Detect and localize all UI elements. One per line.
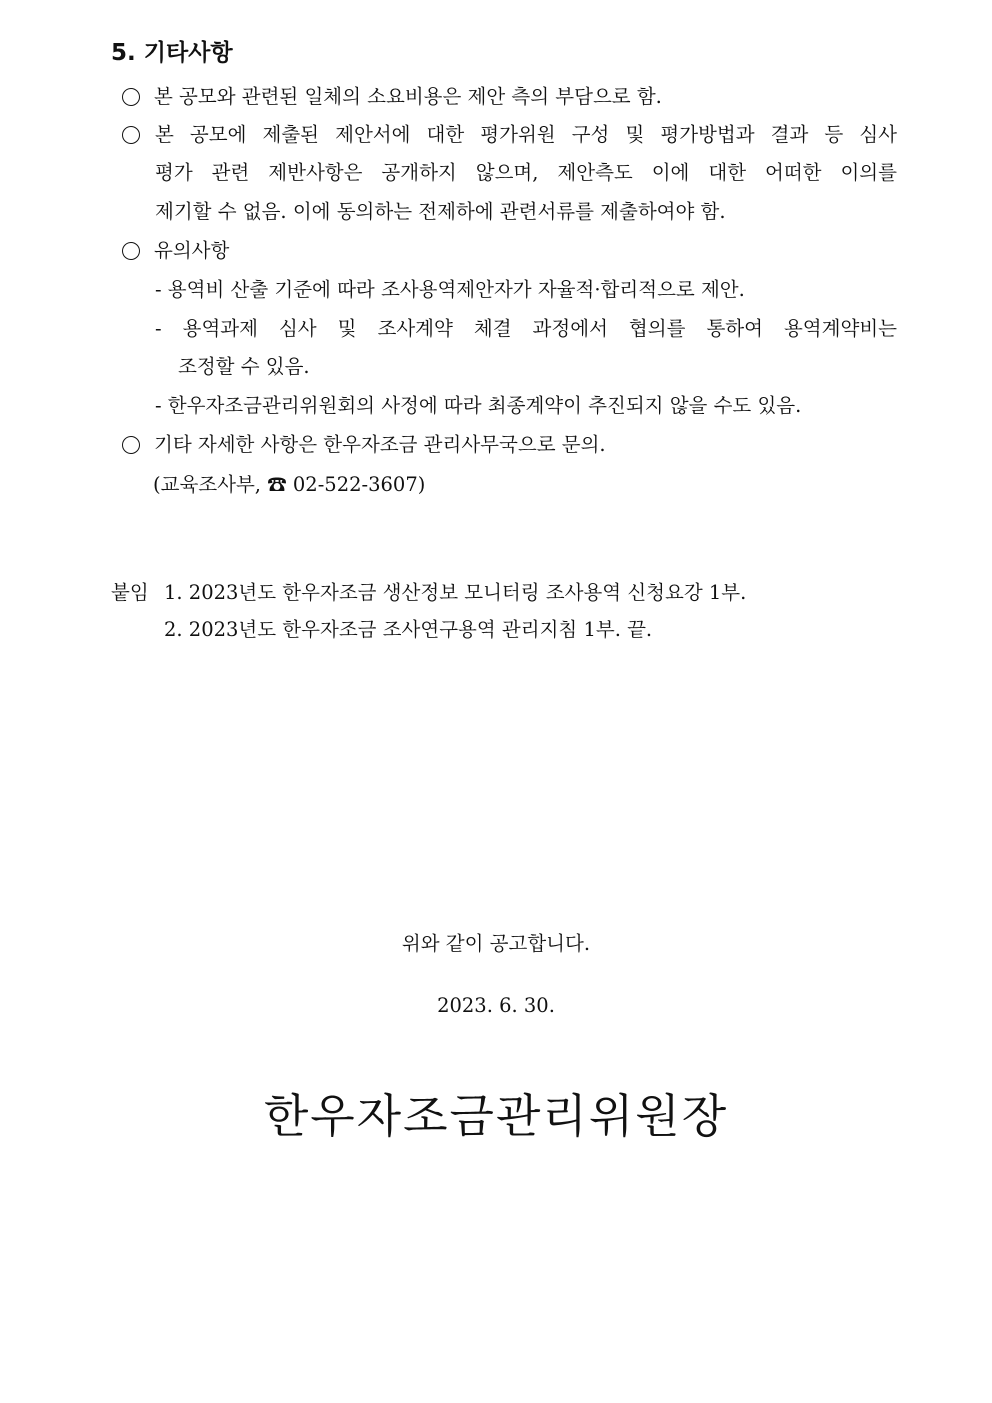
closing-statement: 위와 같이 공고합니다.: [401, 932, 591, 955]
notice-item-4-text: 기타 자세한 사항은 한우자조금 관리사무국으로 문의.: [154, 433, 606, 456]
circle-bullet-icon: [122, 242, 140, 260]
notice-item-3: [122, 238, 229, 264]
notice-item-2-line-2: 평가 관련 제반사항은 공개하지 않으며, 제안측도 이에 대한 어떠한 이의를: [155, 161, 897, 184]
circle-bullet-icon: [122, 88, 140, 106]
attachment-item-1: 1. 2023년도 한우자조금 생산정보 모니터링 조사용역 신청요강 1부.: [164, 581, 747, 604]
sub-item-1: - 용역비 산출 기준에 따라 조사용역제안자가 자율적·합리적으로 제안.: [155, 278, 745, 301]
contact-info: (교육조사부, ☎ 02-522-3607): [153, 473, 426, 496]
signer-title: 한우자조금관리위원장: [263, 1089, 729, 1143]
notice-item-4: [122, 432, 606, 458]
attachment-item-2: 2. 2023년도 한우자조금 조사연구용역 관리지침 1부. 끝.: [164, 618, 653, 641]
circle-bullet-icon: [122, 126, 140, 144]
notice-item-2-line-3: 제기할 수 없음. 이에 동의하는 전제하에 관련서류를 제출하여야 함.: [155, 200, 726, 223]
notice-item-1-text: 본 공모와 관련된 일체의 소요비용은 제안 측의 부담으로 함.: [154, 85, 662, 108]
sub-item-2-line-2: 조정할 수 있음.: [178, 355, 310, 378]
notice-item-2: [122, 122, 140, 148]
announcement-date: 2023. 6. 30.: [437, 994, 555, 1017]
notice-item-1: [122, 84, 662, 110]
circle-bullet-icon: [122, 436, 140, 454]
notice-item-3-text: 유의사항: [154, 239, 230, 262]
sub-item-3: - 한우자조금관리위원회의 사정에 따라 최종계약이 추진되지 않을 수도 있음.: [155, 394, 802, 417]
sub-item-2-line-1: - 용역과제 심사 및 조사계약 체결 과정에서 협의를 통하여 용역계약비는: [155, 317, 897, 340]
notice-item-2-line-1: 본 공모에 제출된 제안서에 대한 평가위원 구성 및 평가방법과 결과 등 심사: [155, 123, 897, 146]
section-title: 5. 기타사항: [111, 40, 233, 66]
attachment-label: 붙임: [111, 581, 149, 604]
